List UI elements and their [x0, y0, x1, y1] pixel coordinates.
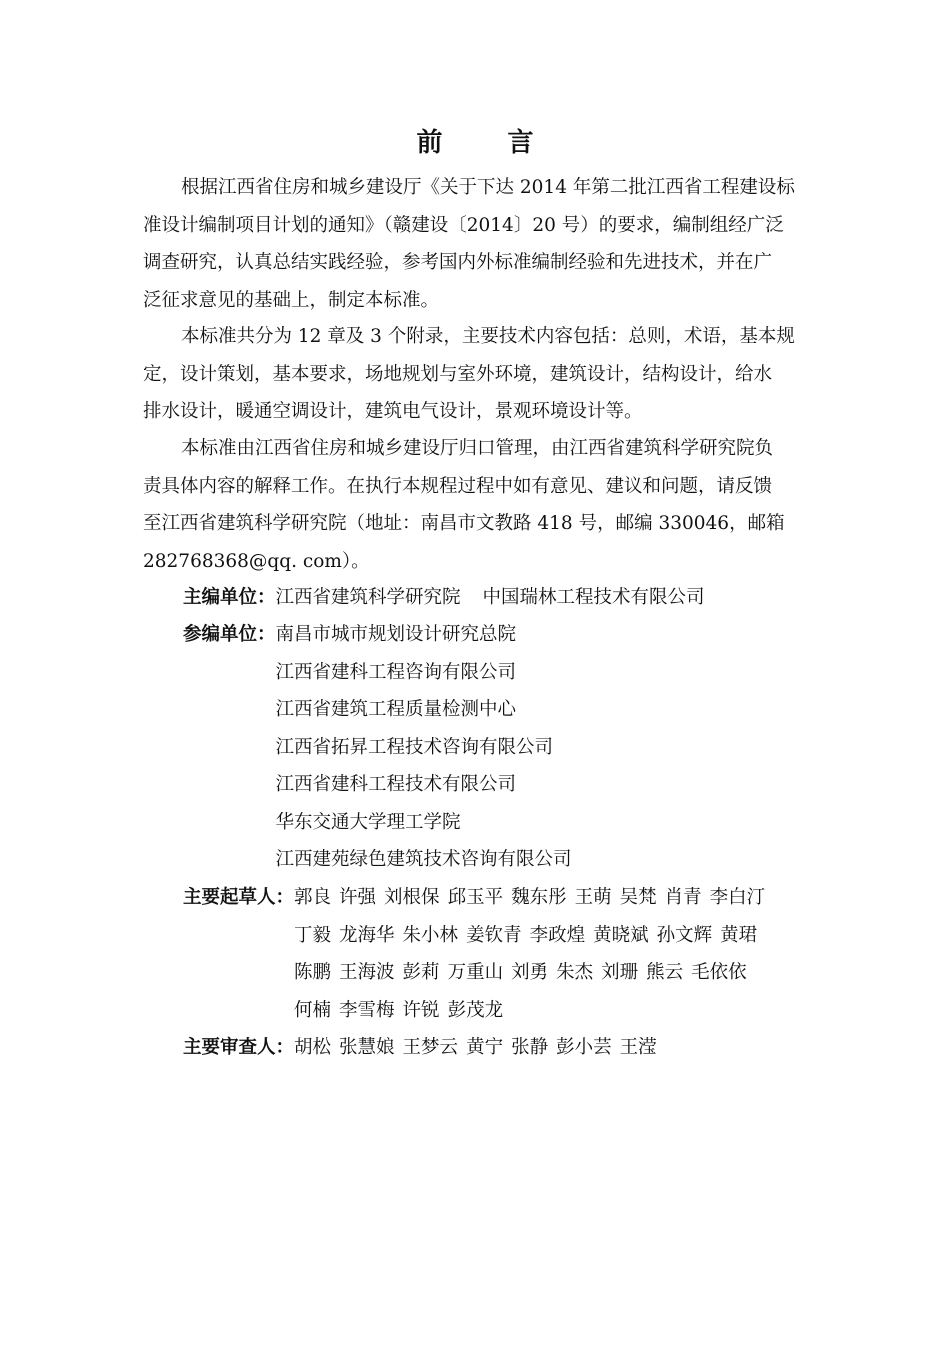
drafter-name: 刘根保: [384, 887, 440, 908]
drafters-list: [294, 879, 773, 1029]
drafters-section: [183, 879, 773, 1029]
paragraph-line: 本标准共分为 12 章及 3 个附录，主要技术内容包括：总则，术语，基本规: [181, 326, 795, 347]
participating-unit-item: 华东交通大学理工学院: [275, 811, 461, 833]
drafter-name: 魏东彤: [511, 887, 567, 908]
drafter-name: 许强: [339, 887, 377, 908]
paragraph-line: 至江西省建筑科学研究院（地址：南昌市文教路 418 号，邮编 330046，邮箱: [143, 513, 785, 534]
page-title: 前 言: [416, 128, 562, 158]
reviewers-section: [183, 1029, 665, 1067]
drafters-row: [294, 917, 773, 955]
drafter-name: 许锐: [402, 999, 440, 1021]
drafter-name: 朱杰: [556, 962, 594, 983]
drafter-name: 朱小林: [402, 924, 459, 946]
reviewer-name: 彭小芸: [556, 1037, 612, 1058]
main-unit-item: 江西省建筑科学研究院: [275, 587, 461, 608]
drafter-name: 李白汀: [709, 887, 766, 908]
reviewer-name: 王滢: [619, 1037, 657, 1058]
paragraph-line: 根据江西省住房和城乡建设厅《关于下达 2014 年第二批江西省工程建设标: [181, 177, 795, 198]
drafter-name: 肖青: [664, 887, 702, 908]
participating-unit-item: 江西建苑绿色建筑技术咨询有限公司: [275, 849, 572, 870]
paragraph-line: 准设计编制项目计划的通知》（赣建设〔2014〕20 号）的要求，编制组经广泛: [143, 214, 784, 236]
drafter-name: 刘勇: [511, 962, 549, 983]
foreword-paragraph-3: [143, 430, 808, 580]
participating-unit-item: 江西省建筑工程质量检测中心: [275, 699, 517, 720]
participating-units-section: [183, 616, 572, 879]
drafter-name: 黄珺: [720, 924, 758, 946]
drafter-name: 黄晓斌: [593, 924, 649, 946]
foreword-paragraph-1: [143, 169, 808, 319]
drafter-name: 王海波: [339, 962, 395, 983]
participating-unit-item: 江西省建科工程技术有限公司: [275, 774, 517, 795]
reviewers-row: [294, 1029, 665, 1067]
reviewer-name: 张静: [511, 1037, 549, 1058]
paragraph-line: 本标准由江西省住房和城乡建设厅归口管理，由江西省建筑科学研究院负: [181, 438, 774, 459]
paragraph-line: 调查研究，认真总结实践经验，参考国内外标准编制经验和先进技术，并在广: [143, 252, 773, 273]
drafter-name: 李雪梅: [339, 999, 395, 1021]
paragraph-line: 泛征求意见的基础上，制定本标准。: [143, 289, 440, 311]
drafter-name: 郭良: [294, 887, 332, 908]
reviewer-name: 王梦云: [402, 1037, 459, 1058]
drafter-name: 邱玉平: [447, 887, 504, 908]
drafter-name: 龙海华: [339, 924, 395, 946]
main-units-label: 主编单位：: [183, 587, 276, 608]
main-units-list: [276, 579, 727, 617]
drafters-row: [294, 992, 773, 1030]
drafter-name: 姜钦青: [466, 924, 522, 946]
main-unit-item: 中国瑞林工程技术有限公司: [482, 587, 705, 608]
reviewer-name: 张慧娘: [339, 1037, 395, 1058]
reviewer-name: 黄宁: [466, 1037, 504, 1058]
reviewers-list: [294, 1029, 665, 1067]
paragraph-line: 282768368@qq. com）。: [143, 550, 370, 572]
drafter-name: 王萌: [574, 887, 612, 908]
reviewer-name: 胡松: [294, 1037, 332, 1058]
foreword-paragraph-2: [143, 318, 808, 431]
drafter-name: 刘珊: [601, 962, 639, 983]
drafter-name: 陈鹏: [294, 962, 332, 983]
participating-unit-item: 江西省拓昇工程技术咨询有限公司: [275, 736, 554, 758]
participating-units-list: [276, 616, 572, 879]
drafter-name: 万重山: [447, 962, 504, 983]
paragraph-line: 定，设计策划，基本要求，场地规划与室外环境，建筑设计，结构设计，给水: [143, 363, 773, 385]
drafter-name: 熊云: [646, 962, 684, 983]
drafter-name: 吴梵: [619, 887, 657, 908]
drafter-name: 毛依依: [691, 962, 747, 983]
drafter-name: 李政煌: [529, 924, 586, 946]
drafter-name: 孙文辉: [656, 924, 713, 946]
paragraph-line: 排水设计，暖通空调设计，建筑电气设计，景观环境设计等。: [143, 401, 643, 422]
participating-unit-item: 南昌市城市规划设计研究总院: [275, 624, 517, 645]
participating-units-label: 参编单位：: [183, 624, 276, 645]
drafters-row: [294, 879, 773, 917]
main-units-section: [183, 579, 727, 617]
drafters-label: 主要起草人：: [183, 887, 295, 908]
drafter-name: 彭莉: [402, 962, 440, 983]
drafters-row: [294, 954, 773, 992]
paragraph-line: 责具体内容的解释工作。在执行本规程过程中如有意见、建议和问题，请反馈: [143, 475, 773, 497]
drafter-name: 丁毅: [294, 924, 332, 946]
participating-unit-item: 江西省建科工程咨询有限公司: [275, 661, 517, 683]
reviewers-label: 主要审查人：: [183, 1037, 295, 1058]
drafter-name: 彭茂龙: [447, 999, 504, 1021]
drafter-name: 何楠: [294, 999, 332, 1021]
